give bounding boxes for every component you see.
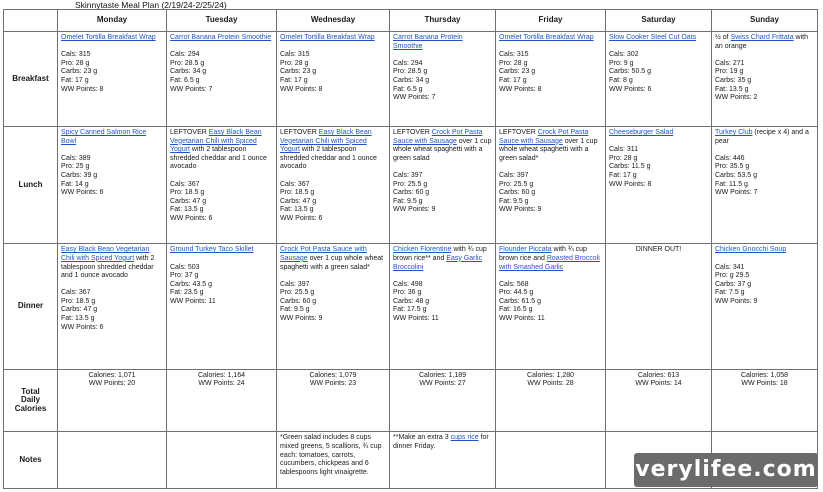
- nutrition-line: WW Points: 8: [609, 180, 652, 188]
- nutrition-line: Pro: 28 g: [280, 59, 309, 67]
- nutrition-line: Cals: 503: [170, 263, 200, 271]
- nutrition-line: WW Points: 11: [393, 315, 439, 323]
- nutrition-line: Carbs: 53.5 g: [715, 172, 758, 179]
- meal-description: [61, 129, 163, 146]
- meal-cell: [712, 127, 818, 244]
- note-text: *Green salad includes 8 cups mixed greens, 5 scallions, ¾ cup each: tomatoes, carrots, cucumbers, chickpeas and 6 tablespoons light vinaigrette.: [280, 434, 382, 476]
- total-calories: Calories: 1,164: [197, 371, 246, 379]
- meal-cell: [58, 244, 167, 369]
- spacer: [715, 255, 814, 264]
- spacer: [280, 172, 386, 181]
- recipe-link[interactable]: Chicken Gnocchi Soup: [715, 246, 787, 254]
- meal-connector-text: with ¾ cup brown rice** and: [393, 246, 487, 262]
- spacer: [61, 43, 163, 52]
- meal-cell: [496, 244, 606, 369]
- nutrition-line: Carbs: 61.5 g: [499, 297, 542, 305]
- recipe-link[interactable]: Easy Black Bean Vegetarian Chili with Spiced Yogurt: [280, 129, 372, 154]
- meal-prefix-text: LEFTOVER: [280, 129, 319, 137]
- nutrition-line: WW Points: 9: [499, 206, 542, 214]
- nutrition-line: WW Points: 6: [609, 85, 652, 93]
- meal-plan-table: [3, 9, 818, 489]
- meal-cell: [496, 32, 606, 127]
- nutrition-line: Pro: 25.5 g: [499, 180, 534, 188]
- meal-connector-text: with ¾ cup brown rice and: [499, 246, 587, 262]
- total-ww-points: WW Points: 28: [527, 380, 574, 388]
- spacer: [393, 51, 492, 60]
- meal-description: [393, 129, 492, 163]
- nutrition-line: Fat: 16.5 g: [499, 306, 533, 314]
- meal-cell: [712, 244, 818, 369]
- nutrition-line: Pro: 36 g: [393, 289, 422, 297]
- nutrition-line: Cals: 568: [499, 280, 529, 288]
- note-cell: [277, 432, 390, 489]
- meal-suffix-text: over 1 cup whole wheat spaghetti with a green salad: [393, 137, 492, 162]
- nutrition-line: Carbs: 11.5 g: [609, 163, 651, 171]
- recipe-link[interactable]: Carrot Banana Protein Smoothie: [170, 34, 272, 41]
- meal-description: [715, 34, 814, 51]
- nutrition-line: Pro: 18.5 g: [61, 297, 96, 305]
- meal-cell: [390, 127, 496, 244]
- nutrition-line: Cals: 271: [715, 59, 745, 67]
- meal-cell: [167, 127, 277, 244]
- totals-row: [4, 369, 818, 432]
- nutrition-line: Pro: 25.5 g: [393, 180, 428, 188]
- nutrition-line: Cals: 397: [280, 280, 310, 288]
- nutrition-line: WW Points: 9: [280, 315, 323, 323]
- nutrition-line: Pro: 25 g: [61, 163, 90, 171]
- nutrition-line: Cals: 315: [280, 51, 310, 59]
- meal-cell: [58, 32, 167, 127]
- header-row: [4, 10, 818, 32]
- nutrition-line: Fat: 6.5 g: [170, 76, 200, 84]
- meal-description: [499, 34, 602, 43]
- nutrition-line: Fat: 17 g: [609, 172, 637, 179]
- recipe-link[interactable]: Omelet Tortilla Breakfast Wrap: [499, 34, 594, 41]
- spacer: [61, 146, 163, 155]
- day-header: Thursday: [390, 10, 496, 32]
- note-cell: [167, 432, 277, 489]
- total-cell: [606, 369, 712, 432]
- meal-description: [170, 129, 273, 172]
- nutrition-line: Cals: 389: [61, 154, 91, 162]
- nutrition-line: WW Points: 8: [499, 85, 542, 93]
- total-calories: Calories: 1,189: [418, 371, 467, 379]
- nutrition-line: Carbs: 60 g: [393, 189, 430, 197]
- total-calories: Calories: 1,058: [740, 371, 789, 379]
- nutrition-line: Cals: 397: [393, 172, 423, 179]
- nutrition-line: WW Points: 7: [393, 94, 436, 102]
- meal-description: [61, 34, 163, 43]
- nutrition-line: Fat: 17 g: [61, 76, 89, 84]
- day-header: Friday: [496, 10, 606, 32]
- meal-description: [499, 246, 602, 272]
- total-cell: [58, 369, 167, 432]
- recipe-link[interactable]: Ground Turkey Taco Skillet: [170, 246, 254, 254]
- meal-description: [609, 34, 708, 43]
- lunch-row: [4, 127, 818, 244]
- meal-cell: [167, 244, 277, 369]
- note-text: **Make an extra 3: [393, 434, 451, 442]
- nutrition-line: Carbs: 48 g: [393, 297, 430, 305]
- recipe-link[interactable]: Roasted Broccoli with Smashed Garlic: [499, 254, 600, 271]
- meal-cell: [277, 127, 390, 244]
- recipe-link[interactable]: Slow Cooker Steel Cut Oats: [609, 34, 697, 41]
- spacer: [170, 43, 273, 52]
- day-header: Tuesday: [167, 10, 277, 32]
- nutrition-line: Carbs: 23 g: [280, 68, 317, 76]
- nutrition-line: WW Points: 6: [61, 323, 104, 331]
- nutrition-line: Pro: 35.5 g: [715, 163, 750, 171]
- nutrition-line: Fat: 9.5 g: [499, 197, 529, 205]
- nutrition-line: WW Points: 2: [715, 94, 758, 102]
- spacer: [499, 272, 602, 281]
- nutrition-line: Carbs: 39 g: [61, 172, 98, 179]
- recipe-link[interactable]: Flounder Piccata: [499, 246, 552, 254]
- row-label-total-line: Daily: [20, 395, 41, 405]
- nutrition-line: Pro: 19 g: [715, 68, 744, 76]
- nutrition-line: Carbs: 60 g: [280, 297, 317, 305]
- row-label-breakfast: Breakfast: [4, 32, 58, 127]
- spacer: [393, 272, 492, 281]
- total-calories: Calories: 613: [637, 371, 680, 379]
- meal-suffix-text: over 1 cup whole wheat spaghetti with a green salad*: [499, 137, 598, 162]
- nutrition-line: Cals: 311: [609, 146, 639, 154]
- meal-cell: [58, 127, 167, 244]
- spacer: [715, 146, 814, 155]
- nutrition-line: Pro: 44.5 g: [499, 289, 534, 297]
- row-label-total-line: Calories: [14, 403, 47, 413]
- nutrition-line: WW Points: 7: [715, 189, 758, 197]
- nutrition-line: Carbs: 47 g: [170, 197, 207, 205]
- meal-cell: [390, 32, 496, 127]
- total-calories: Calories: 1,079: [309, 371, 357, 379]
- nutrition-line: Fat: 7.5 g: [715, 289, 745, 297]
- total-ww-points: WW Points: 24: [198, 380, 245, 388]
- nutrition-line: Cals: 498: [393, 280, 423, 288]
- spacer: [393, 163, 492, 172]
- recipe-link[interactable]: Spicy Canned Salmon Rice Bowl: [61, 129, 147, 145]
- nutrition-line: Pro: 9 g: [609, 59, 634, 67]
- meal-description: [393, 34, 492, 51]
- nutrition-line: Carbs: 34 g: [393, 76, 430, 84]
- recipe-link[interactable]: Crock Pot Pasta Sauce with Sausage: [280, 246, 367, 262]
- meal-description: [280, 246, 386, 272]
- note-cell: [58, 432, 167, 489]
- total-ww-points: WW Points: 14: [635, 380, 682, 388]
- recipe-link[interactable]: Easy Garlic Broccolini: [393, 254, 483, 271]
- corner-cell: [4, 10, 58, 32]
- recipe-link[interactable]: Swiss Chard Frittata: [730, 34, 794, 41]
- meal-description: [61, 246, 163, 280]
- meal-cell: [606, 32, 712, 127]
- total-cell: [712, 369, 818, 432]
- spacer: [170, 172, 273, 181]
- meal-cell: [277, 32, 390, 127]
- nutrition-line: Fat: 13.5 g: [61, 315, 95, 323]
- nutrition-line: Fat: 13.5 g: [280, 206, 314, 214]
- total-cell: [390, 369, 496, 432]
- spacer: [499, 163, 602, 172]
- nutrition-line: WW Points: 11: [499, 315, 545, 323]
- meal-prefix-text: LEFTOVER: [170, 129, 209, 137]
- meal-cell: [167, 32, 277, 127]
- nutrition-line: Carbs: 37 g: [715, 280, 752, 288]
- row-label-notes: Notes: [4, 432, 58, 489]
- nutrition-line: Fat: 6.5 g: [393, 85, 423, 93]
- spacer: [499, 43, 602, 52]
- nutrition-line: Cals: 367: [61, 289, 91, 297]
- meal-description: [280, 34, 386, 43]
- total-cell: [277, 369, 390, 432]
- recipe-link[interactable]: Crock Pot Pasta Sauce with Sausage: [393, 129, 483, 145]
- nutrition-line: Pro: 28 g: [499, 59, 528, 67]
- row-label-total: [4, 369, 58, 432]
- nutrition-line: Pro: 18.5 g: [170, 189, 205, 197]
- meal-description: [715, 129, 814, 146]
- meal-prefix-text: ½ of: [715, 34, 731, 41]
- nutrition-line: WW Points: 9: [715, 297, 758, 305]
- meal-suffix-text: (recipe x 4) and a pear: [715, 129, 809, 145]
- recipe-link[interactable]: Chicken Florentine: [393, 246, 452, 254]
- spacer: [170, 255, 273, 264]
- meal-cell: [496, 127, 606, 244]
- nutrition-line: Carbs: 43.5 g: [170, 280, 213, 288]
- row-label-dinner: Dinner: [4, 244, 58, 369]
- spacer: [280, 272, 386, 281]
- nutrition-line: WW Points: 6: [280, 214, 323, 222]
- nutrition-line: Fat: 9.5 g: [280, 306, 310, 314]
- day-header: Saturday: [606, 10, 712, 32]
- nutrition-line: Pro: 28.5 g: [393, 68, 428, 76]
- nutrition-line: WW Points: 11: [170, 297, 216, 305]
- nutrition-line: Cals: 367: [280, 180, 310, 188]
- nutrition-line: Carbs: 60 g: [499, 189, 536, 197]
- nutrition-line: Fat: 23.5 g: [170, 289, 204, 297]
- total-ww-points: WW Points: 27: [419, 380, 466, 388]
- nutrition-line: Pro: 28.5 g: [170, 59, 205, 67]
- spacer: [61, 281, 163, 290]
- dinner-out-label: DINNER OUT!: [606, 244, 712, 369]
- recipe-link[interactable]: Turkey Club: [715, 129, 753, 137]
- total-ww-points: WW Points: 20: [88, 380, 136, 388]
- recipe-link[interactable]: Omelet Tortilla Breakfast Wrap: [61, 34, 156, 41]
- nutrition-line: Cals: 341: [715, 263, 745, 271]
- nutrition-line: Cals: 315: [499, 51, 529, 59]
- nutrition-line: Cals: 294: [170, 51, 200, 59]
- meal-description: [170, 34, 273, 43]
- nutrition-line: Pro: 28 g: [61, 59, 90, 67]
- nutrition-line: Cals: 315: [61, 51, 91, 59]
- nutrition-line: Pro: 37 g: [170, 272, 199, 280]
- nutrition-line: Carbs: 50.5 g: [609, 68, 652, 76]
- nutrition-line: WW Points: 6: [170, 214, 213, 222]
- nutrition-line: Fat: 17 g: [280, 76, 308, 84]
- total-calories: Calories: 1,280: [526, 371, 575, 379]
- spacer: [715, 51, 814, 60]
- watermark: verylifee.com: [634, 453, 818, 487]
- recipe-link[interactable]: Easy Black Bean Vegetarian Chili with Spiced Yogurt: [170, 129, 262, 154]
- meal-prefix-text: LEFTOVER: [393, 129, 432, 137]
- note-link[interactable]: cups rice: [450, 434, 479, 442]
- note-cell: [390, 432, 496, 489]
- total-ww-points: WW Points: 18: [741, 380, 788, 388]
- nutrition-line: Cals: 397: [499, 172, 529, 179]
- meal-description: [393, 246, 492, 272]
- nutrition-line: Fat: 14 g: [61, 180, 89, 188]
- nutrition-line: Fat: 13.5 g: [715, 85, 749, 93]
- nutrition-line: Carbs: 47 g: [61, 306, 98, 314]
- nutrition-line: WW Points: 8: [61, 85, 104, 93]
- meal-suffix-text: with an orange: [715, 34, 809, 50]
- nutrition-line: Pro: 25.5 g: [280, 289, 315, 297]
- dinner-row: [4, 244, 818, 369]
- nutrition-line: Fat: 17.5 g: [393, 306, 427, 314]
- recipe-link[interactable]: Cheeseburger Salad: [609, 129, 674, 137]
- row-label-total-line: Total: [21, 386, 40, 396]
- meal-description: [499, 129, 602, 163]
- recipe-link[interactable]: Crock Pot Pasta Sauce with Sausage: [499, 129, 589, 145]
- nutrition-line: Cals: 302: [609, 51, 639, 59]
- nutrition-line: Carbs: 34 g: [170, 68, 207, 76]
- meal-cell: [712, 32, 818, 127]
- day-header: Monday: [58, 10, 167, 32]
- recipe-link[interactable]: Easy Black Bean Vegetarian Chili with Spiced Yogurt: [61, 246, 150, 262]
- nutrition-line: WW Points: 8: [280, 85, 323, 93]
- nutrition-line: WW Points: 7: [170, 85, 213, 93]
- meal-suffix-text: over 1 cup whole wheat spaghetti with a green salad*: [280, 254, 384, 271]
- meal-suffix-text: with 2 tablespoon shredded cheddar and 1 ounce avocado: [170, 146, 267, 171]
- nutrition-line: Cals: 294: [393, 59, 423, 67]
- nutrition-line: WW Points: 9: [393, 206, 436, 214]
- nutrition-line: WW Points: 6: [61, 189, 104, 197]
- nutrition-line: Fat: 13.5 g: [170, 206, 204, 214]
- page-title: Skinnytaste Meal Plan (2/19/24-2/25/24): [75, 0, 227, 10]
- meal-description: [609, 129, 708, 138]
- meal-description: [280, 129, 386, 172]
- meal-description: [170, 246, 273, 255]
- nutrition-line: Pro: 28 g: [609, 154, 638, 162]
- spacer: [280, 43, 386, 52]
- nutrition-line: Cals: 367: [170, 180, 200, 188]
- meal-cell: [606, 127, 712, 244]
- meal-cell: [390, 244, 496, 369]
- breakfast-row: [4, 32, 818, 127]
- nutrition-line: Carbs: 23 g: [499, 68, 536, 76]
- nutrition-line: Carbs: 23 g: [61, 68, 98, 76]
- meal-suffix-text: with 2 tablespoon shredded cheddar and 1 ounce avocado: [280, 146, 377, 171]
- total-ww-points: WW Points: 23: [309, 380, 357, 388]
- nutrition-line: Fat: 17 g: [499, 76, 527, 84]
- total-cell: [167, 369, 277, 432]
- recipe-link[interactable]: Carrot Banana Protein Smoothie: [393, 34, 463, 50]
- total-calories: Calories: 1,071: [88, 371, 136, 379]
- nutrition-line: Carbs: 47 g: [280, 197, 317, 205]
- spacer: [609, 43, 708, 52]
- nutrition-line: Fat: 11.5 g: [715, 180, 748, 188]
- nutrition-line: Cals: 446: [715, 154, 745, 162]
- note-cell: [496, 432, 606, 489]
- day-header: Wednesday: [277, 10, 390, 32]
- recipe-link[interactable]: Omelet Tortilla Breakfast Wrap: [280, 34, 375, 41]
- spacer: [609, 138, 708, 147]
- meal-suffix-text: with 2 tablespoon shredded cheddar and 1 ounce avocado: [61, 254, 155, 280]
- total-cell: [496, 369, 606, 432]
- row-label-lunch: Lunch: [4, 127, 58, 244]
- meal-prefix-text: LEFTOVER: [499, 129, 538, 137]
- day-header: Sunday: [712, 10, 818, 32]
- nutrition-line: Fat: 9.5 g: [393, 197, 423, 205]
- meal-cell: [277, 244, 390, 369]
- nutrition-line: Pro: 18.5 g: [280, 189, 315, 197]
- nutrition-line: Pro: g 29.5: [715, 272, 750, 280]
- nutrition-line: Carbs: 35 g: [715, 76, 752, 84]
- meal-description: [715, 246, 814, 255]
- nutrition-line: Fat: 8 g: [609, 76, 633, 84]
- note-text: for dinner Friday.: [393, 434, 489, 450]
